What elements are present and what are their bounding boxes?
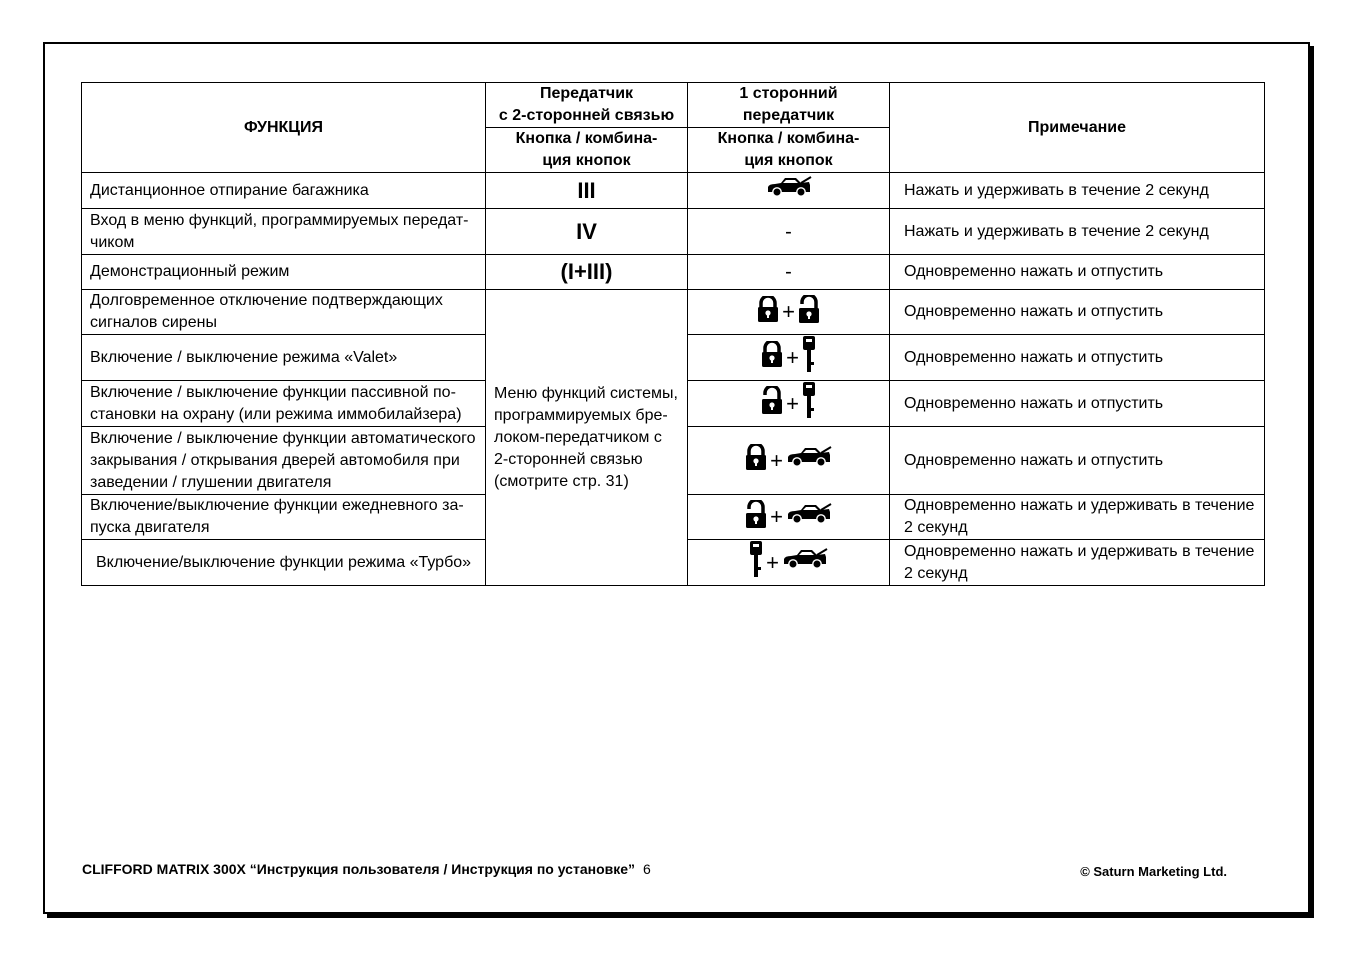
function-cell: Включение/выключение функции ежедневного за-пуска двигателя bbox=[82, 495, 486, 540]
lock-closed-icon bbox=[745, 444, 767, 477]
button2-cell: III bbox=[486, 173, 688, 209]
button-combo bbox=[761, 335, 816, 380]
header-tx1-line2: передатчик bbox=[742, 107, 835, 124]
car-icon bbox=[782, 548, 828, 577]
function-cell: Включение / выключение режима «Valet» bbox=[82, 335, 486, 381]
lock-closed-icon bbox=[761, 341, 783, 374]
plus-sign: + bbox=[782, 299, 795, 324]
header-tx2 bbox=[486, 83, 688, 128]
function-cell: Дистанционное отпирание багажника bbox=[82, 173, 486, 209]
button1-cell bbox=[688, 540, 890, 586]
key-icon bbox=[749, 540, 763, 585]
note-cell: Нажать и удерживать в течение 2 секунд bbox=[890, 173, 1265, 209]
button2-cell: (I+III) bbox=[486, 255, 688, 290]
button-combo bbox=[766, 176, 812, 205]
key-icon bbox=[802, 335, 816, 380]
plus-sign: + bbox=[786, 344, 799, 370]
lock-closed-icon bbox=[757, 296, 779, 329]
button1-cell bbox=[688, 290, 890, 335]
function-cell: Включение / выключение функции автоматического закрывания / открывания дверей автомобиля при заведении / глушении двигателя bbox=[82, 427, 486, 495]
key-icon bbox=[802, 381, 816, 426]
header-tx1 bbox=[688, 83, 890, 128]
button1-cell bbox=[688, 173, 890, 209]
footer-copyright: © Saturn Marketing Ltd. bbox=[1080, 864, 1227, 879]
header-tx1-line1: 1 сторонний bbox=[739, 85, 838, 102]
plus-sign: + bbox=[770, 447, 783, 473]
header-function: ФУНКЦИЯ bbox=[82, 83, 486, 173]
note-cell: Одновременно нажать и отпустить bbox=[890, 335, 1265, 381]
button-combo bbox=[745, 500, 832, 535]
car-icon bbox=[786, 446, 832, 475]
header-tx2-line1: Передатчик bbox=[539, 85, 634, 102]
function-cell: Включение / выключение функции пассивной по-становки на охрану (или режима иммобилайзера) bbox=[82, 381, 486, 427]
header-note: Примечание bbox=[890, 83, 1265, 173]
plus-sign: + bbox=[770, 504, 783, 529]
function-cell: Включение/выключение функции режима «Турбо» bbox=[82, 540, 486, 586]
page-number: 6 bbox=[643, 861, 651, 877]
button-combo bbox=[745, 444, 832, 477]
function-cell: Вход в меню функций, программируемых передат-чиком bbox=[82, 209, 486, 255]
button1-cell bbox=[688, 427, 890, 495]
car-icon bbox=[786, 503, 832, 532]
button1-cell bbox=[688, 335, 890, 381]
lock-open-icon bbox=[798, 295, 820, 330]
car-icon bbox=[766, 176, 812, 205]
table-row bbox=[82, 290, 1265, 335]
table-row bbox=[82, 209, 1265, 255]
function-cell: Демонстрационный режим bbox=[82, 255, 486, 290]
header-tx2-sub: Кнопка / комбина-ция кнопок bbox=[486, 128, 688, 173]
note-cell: Одновременно нажать и отпустить bbox=[890, 381, 1265, 427]
note-cell: Одновременно нажать и отпустить bbox=[890, 427, 1265, 495]
button1-cell bbox=[688, 495, 890, 540]
note-cell: Одновременно нажать и отпустить bbox=[890, 255, 1265, 290]
plus-sign: + bbox=[766, 549, 779, 575]
header-tx2-line2: с 2-сторонней связью bbox=[498, 107, 675, 124]
button-combo bbox=[749, 540, 828, 585]
header-tx1-sub: Кнопка / комбина-ция кнопок bbox=[688, 128, 890, 173]
function-cell: Долговременное отключение подтверждающих сигналов сирены bbox=[82, 290, 486, 335]
lock-open-icon bbox=[761, 386, 783, 421]
footer-title bbox=[82, 861, 651, 877]
button2-cell: IV bbox=[486, 209, 688, 255]
note-cell: Одновременно нажать и удерживать в течение 2 секунд bbox=[890, 495, 1265, 540]
note-cell: Одновременно нажать и отпустить bbox=[890, 290, 1265, 335]
note-cell: Одновременно нажать и удерживать в течение 2 секунд bbox=[890, 540, 1265, 586]
button1-cell: - bbox=[688, 209, 890, 255]
function-table bbox=[81, 82, 1265, 586]
button1-cell: - bbox=[688, 255, 890, 290]
button1-cell bbox=[688, 381, 890, 427]
table-row bbox=[82, 255, 1265, 290]
menu-note-cell: Меню функций системы, программируемых бре-локом-передатчиком с 2-сторонней связью (смотрите стр. 31) bbox=[486, 290, 688, 586]
button-combo bbox=[757, 295, 820, 330]
button-combo bbox=[761, 381, 816, 426]
lock-open-icon bbox=[745, 500, 767, 535]
plus-sign: + bbox=[786, 390, 799, 416]
note-cell: Нажать и удерживать в течение 2 секунд bbox=[890, 209, 1265, 255]
table-row bbox=[82, 173, 1265, 209]
footer-title-text: CLIFFORD MATRIX 300X “Инструкция пользователя / Инструкция по установке” bbox=[82, 861, 636, 877]
